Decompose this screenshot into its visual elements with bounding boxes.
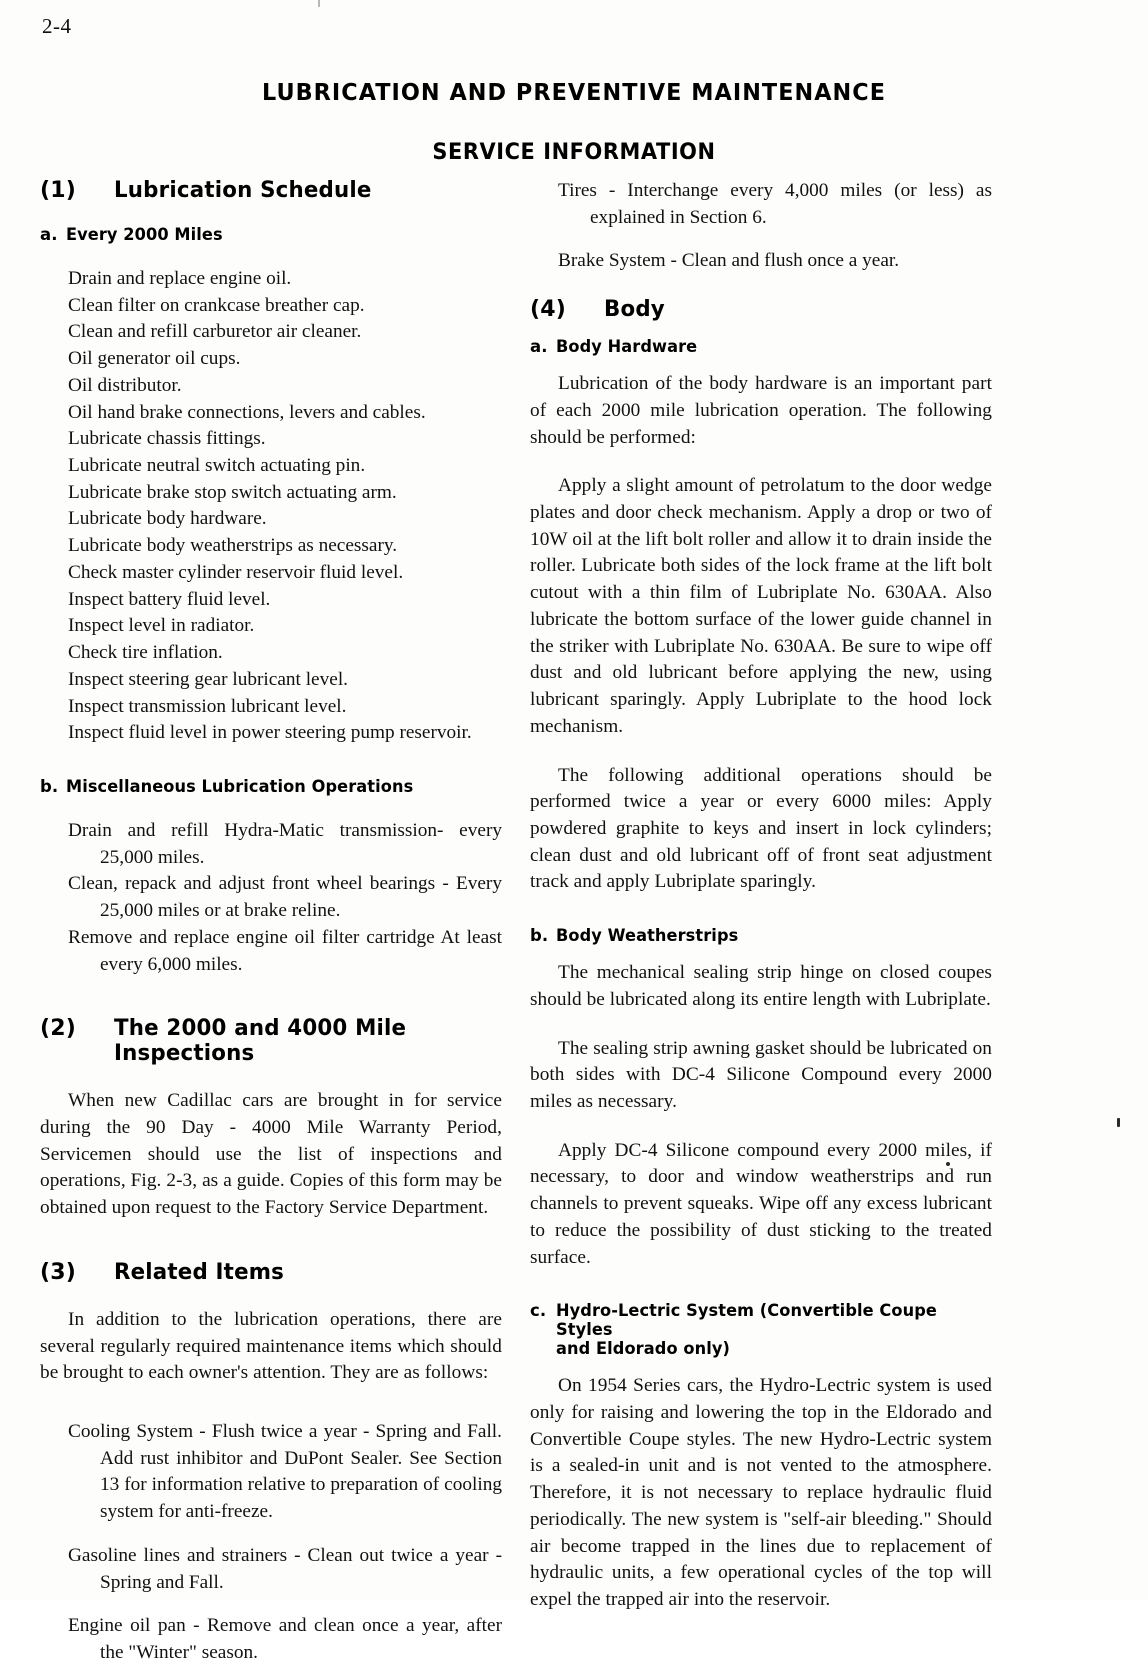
list-item: Lubricate chassis fittings.: [68, 428, 266, 450]
heading-1a: [40, 225, 502, 244]
heading-1b-letter: b.: [40, 776, 59, 796]
related-items-list-continued: [530, 178, 992, 275]
heading-4c-letter: c.: [530, 1301, 547, 1321]
list-item: Inspect steering gear lubricant level.: [68, 668, 348, 690]
heading-4c-title: [556, 1301, 983, 1358]
list-item: Drain and replace engine oil.: [68, 268, 292, 289]
section-2-paragraph: When new Cadillac cars are brought in for service during the 90 Day - 4000 Mile Warranty Period, Servicemen should use the list of inspections and operations, Fig. 2-3, as a guide. Copies of this form may be obtained upon request to the Factory Service Department.: [40, 1090, 502, 1219]
list-item: Check tire inflation.: [68, 642, 223, 664]
list-item: Drain and refill Hydra-Matic transmission- every 25,000 miles.: [68, 819, 502, 868]
section-4-number: (4): [530, 297, 567, 323]
weatherstrips-paragraph-3: Apply DC-4 Silicone compound every 2000 miles, if necessary, to door and window weatherstrips and run channels to prevent squeaks. Wipe off any excess lubricant to reduce the possibility of dust sticking to the treated surface.: [530, 1139, 992, 1268]
related-items-list: [40, 1419, 502, 1667]
list-item: Oil distributor.: [68, 374, 182, 396]
body-hardware-paragraph-2: Apply a slight amount of petrolatum to the door wedge plates and door check mechanism. Apply a drop or two of 10W oil at the lift bolt roller and allow it to drain inside the roller. Lubricate both sides of the lock frame at the lift bolt cutout with a thin film of Lubriplate No. 630AA. Also lubricate the bottom surface of the lower guide channel in the striker with Lubriplate No. 630AA. Be sure to wipe off dust and old lubricant before applying the new, using lubricant sparingly. Apply Lubriplate to the hood lock mechanism.: [530, 475, 992, 737]
section-1-title: Lubrication Schedule: [114, 178, 372, 203]
list-item: Check master cylinder reservoir fluid level.: [68, 561, 404, 583]
list-item: Cooling System - Flush twice a year - Spring and Fall. Add rust inhibitor and DuPont Sealer. See Section 13 for information relative to preparation of cooling system for anti-freeze.: [68, 1421, 502, 1523]
heading-1b: [40, 777, 502, 796]
hydro-lectric-paragraph-1: On 1954 Series cars, the Hydro-Lectric system is used only for raising and lowering the top in the Eldorado and Convertible Coupe styles. The new Hydro-Lectric system is a sealed-in unit and is not vented to the atmosphere. Therefore, it is not necessary to replace hydraulic fluid periodically. The new system is "self-air bleeding." Should air become trapped in the lines due to replacement of hydraulic units, a few operational cycles of the top will expel the trapped air into the reservoir.: [530, 1375, 992, 1611]
page-number: 2-4: [42, 14, 72, 38]
scan-edge-tick: [318, 0, 320, 7]
list-item: Remove and replace engine oil filter cartridge At least every 6,000 miles.: [68, 926, 502, 975]
heading-section-4: [530, 297, 992, 322]
heading-4c-title-line1: Hydro-Lectric System (Convertible Coupe Styles: [556, 1301, 937, 1340]
section-2-number: (2): [40, 1016, 77, 1042]
heading-4b-title: Body Weatherstrips: [556, 926, 739, 946]
page-title: LUBRICATION AND PREVENTIVE MAINTENANCE: [261, 78, 887, 106]
misc-lubrication-list: [40, 818, 502, 978]
list-item: Inspect level in radiator.: [68, 615, 255, 637]
heading-4c-title-line2: and Eldorado only): [556, 1339, 730, 1359]
section-3-number: (3): [40, 1259, 77, 1285]
heading-section-3: [40, 1260, 502, 1285]
weatherstrips-paragraph-2: The sealing strip awning gasket should be lubricated on both sides with DC-4 Silicone Compound every 2000 miles as necessary.: [530, 1037, 992, 1112]
every-2000-miles-list: [40, 266, 502, 747]
list-item: Gasoline lines and strainers - Clean out twice a year - Spring and Fall.: [68, 1544, 502, 1593]
list-item: Inspect battery fluid level.: [68, 588, 271, 610]
heading-section-2: [40, 1016, 502, 1066]
heading-1a-title: Every 2000 Miles: [66, 225, 223, 244]
heading-4a-letter: a.: [530, 337, 548, 357]
scan-speck: [946, 1162, 950, 1166]
list-item: Oil generator oil cups.: [68, 348, 241, 370]
list-item: Oil hand brake connections, levers and cables.: [68, 401, 426, 423]
heading-4a-title: Body Hardware: [556, 337, 698, 357]
heading-1a-letter: a.: [40, 225, 58, 244]
heading-section-1: [40, 178, 502, 203]
list-item: Lubricate brake stop switch actuating arm.: [68, 481, 397, 503]
heading-4b: [530, 926, 992, 945]
list-item: Tires - Interchange every 4,000 miles (or less) as explained in Section 6.: [558, 180, 992, 228]
left-column: [40, 178, 502, 1667]
right-column: [530, 178, 992, 1614]
section-3-paragraph: In addition to the lubrication operations, there are several regularly required maintenance items which should be brought to each owner's attention. They are as follows:: [40, 1308, 502, 1384]
list-item: Lubricate body hardware.: [68, 508, 267, 530]
section-4-title: Body: [604, 297, 665, 323]
weatherstrips-paragraph-1: The mechanical sealing strip hinge on closed coupes should be lubricated along its entire length with Lubriplate.: [530, 962, 992, 1010]
heading-4a: [530, 337, 992, 356]
list-item: Clean filter on crankcase breather cap.: [68, 294, 365, 316]
body-hardware-paragraph-3: The following additional operations should be performed twice a year or every 6000 miles: Apply powdered graphite to keys and insert in lock cylinders; clean dust and old lubricant off of front seat adjustment track and apply Lubriplate sparingly.: [530, 764, 992, 893]
scan-speck: [1117, 1118, 1120, 1127]
list-item: Clean, repack and adjust front wheel bearings - Every 25,000 miles or at brake reline.: [68, 873, 502, 922]
heading-1b-title: Miscellaneous Lubrication Operations: [66, 776, 414, 796]
page-subtitle: SERVICE INFORMATION: [432, 140, 716, 165]
heading-4c: [530, 1301, 992, 1358]
section-1-number: (1): [40, 178, 77, 203]
list-item: Brake System - Clean and flush once a year.: [558, 250, 900, 272]
list-item: Lubricate neutral switch actuating pin.: [68, 455, 366, 477]
list-item: Inspect fluid level in power steering pump reservoir.: [68, 722, 472, 744]
list-item: Engine oil pan - Remove and clean once a year, after the "Winter" season.: [68, 1615, 502, 1664]
list-item: Inspect transmission lubricant level.: [68, 695, 347, 717]
body-hardware-paragraph-1: Lubrication of the body hardware is an important part of each 2000 mile lubrication operation. The following should be performed:: [530, 373, 992, 448]
list-item: Lubricate body weatherstrips as necessary.: [68, 535, 398, 557]
list-item: Clean and refill carburetor air cleaner.: [68, 321, 362, 343]
section-3-title: Related Items: [114, 1259, 285, 1285]
heading-4b-letter: b.: [530, 926, 549, 946]
section-2-title: The 2000 and 4000 Mile Inspections: [114, 1016, 407, 1067]
